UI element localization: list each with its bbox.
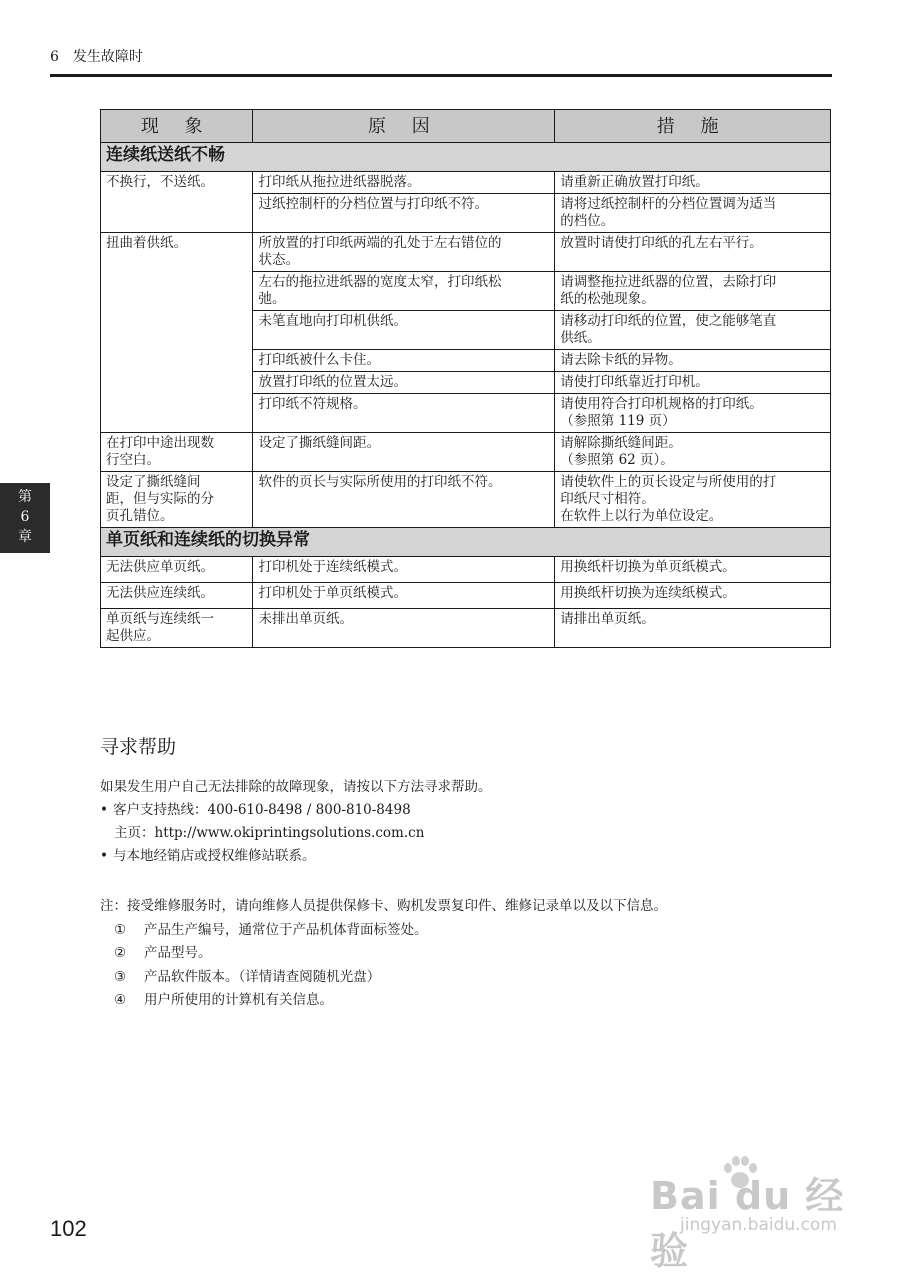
note-item: [100, 919, 667, 943]
chapter-number: 6: [50, 49, 59, 65]
table-row: [101, 583, 831, 609]
cause-cell: 设定了撕纸缝间距。: [253, 433, 555, 472]
table-row: [101, 172, 831, 194]
table-header-row: [101, 110, 831, 143]
remedy-cell: [555, 311, 831, 350]
note-item-text: 用户所使用的计算机有关信息。: [144, 992, 333, 1008]
cell-line: （参照第 119 页）: [560, 413, 676, 429]
cell-line: 起供应。: [106, 628, 160, 644]
cell-line: 所放置的打印纸两端的孔处于左右错位的: [258, 235, 502, 251]
cause-cell: 软件的页长与实际所使用的打印纸不符。: [253, 472, 555, 528]
remedy-cell: 用换纸杆切换为单页纸模式。: [555, 557, 831, 583]
cell-line: 纸的松弛现象。: [560, 291, 655, 307]
cell-line: 设定了撕纸缝间: [106, 474, 201, 490]
cause-cell: 放置打印纸的位置太远。: [253, 372, 555, 394]
cell-line: 请将过纸控制杆的分档位置调为适当: [560, 196, 777, 212]
symptom-cell: 无法供应连续纸。: [101, 583, 253, 609]
cause-cell: 打印纸从拖拉进纸器脱落。: [253, 172, 555, 194]
table-row: [101, 433, 831, 472]
cause-cell: [253, 233, 555, 272]
help-section-body: [100, 776, 492, 868]
cell-line: 供纸。: [560, 330, 601, 346]
symptom-cell: [101, 609, 253, 648]
list-item: [100, 845, 492, 868]
circled-number: ①: [114, 921, 127, 938]
note-item-text: 产品型号。: [144, 945, 212, 961]
list-item: [100, 799, 492, 822]
cause-cell: 未笔直地向打印机供纸。: [253, 311, 555, 350]
hotline-text: 客户支持热线：400-610-8498 / 800-810-8498: [113, 802, 411, 818]
side-tab-line: 第: [18, 489, 32, 505]
remedy-cell: 请使打印纸靠近打印机。: [555, 372, 831, 394]
cause-cell: 打印纸不符规格。: [253, 394, 555, 433]
cell-line: 在软件上以行为单位设定。: [560, 508, 723, 524]
remedy-cell: [555, 433, 831, 472]
cause-cell: 打印机处于单页纸模式。: [253, 583, 555, 609]
remedy-cell: [555, 272, 831, 311]
section-row: [101, 528, 831, 557]
header-remedy: 措 施: [555, 110, 831, 143]
note-item-text: 产品软件版本。（详情请查阅随机光盘）: [144, 968, 381, 985]
bullet-mark: •: [100, 848, 108, 864]
section-title: 单页纸和连续纸的切换异常: [101, 528, 831, 557]
cause-cell: 过纸控制杆的分档位置与打印纸不符。: [253, 194, 555, 233]
table-row: [101, 472, 831, 528]
service-note: [100, 895, 667, 1013]
cell-line: 印纸尺寸相符。: [560, 491, 655, 507]
remedy-cell: [555, 194, 831, 233]
cause-cell: 未排出单页纸。: [253, 609, 555, 648]
cell-line: （参照第 62 页）。: [560, 452, 674, 468]
page-number: 102: [50, 1216, 87, 1241]
watermark-url: jingyan.baidu.com: [680, 1215, 837, 1235]
symptom-cell: [101, 433, 253, 472]
baidu-watermark: [640, 1155, 870, 1273]
remedy-cell: 请去除卡纸的异物。: [555, 350, 831, 372]
circled-number: ③: [114, 968, 127, 985]
table-row: [101, 609, 831, 648]
table-row: [101, 557, 831, 583]
cell-line: 请使软件上的页长设定与所使用的打: [560, 474, 777, 490]
remedy-cell: [555, 472, 831, 528]
cell-line: 单页纸与连续纸一: [106, 611, 214, 627]
cause-cell: 打印纸被什么卡住。: [253, 350, 555, 372]
cell-line: 请移动打印纸的位置，使之能够笔直: [560, 313, 777, 329]
note-item-text: 产品生产编号，通常位于产品机体背面标签处。: [144, 921, 428, 938]
running-header: [50, 46, 143, 66]
table-row: [101, 233, 831, 272]
bullet-mark: •: [100, 802, 108, 818]
help-section-title: 寻求帮助: [100, 736, 177, 758]
cell-line: 行空白。: [106, 452, 160, 468]
side-tab-line: 6: [20, 509, 30, 525]
header-rule: [50, 74, 832, 77]
cell-line: 左右的拖拉进纸器的宽度太窄，打印纸松: [258, 274, 502, 290]
side-tab-line: 章: [18, 529, 32, 545]
circled-number: ④: [114, 992, 127, 1008]
cell-line: 页孔错位。: [106, 508, 174, 524]
remedy-cell: 放置时请使打印纸的孔左右平行。: [555, 233, 831, 272]
section-title: 连续纸送纸不畅: [101, 143, 831, 172]
homepage-text: 主页：http://www.okiprintingsolutions.com.cn: [114, 825, 425, 841]
chapter-side-tab: [0, 483, 50, 553]
dealer-text: 与本地经销店或授权维修站联系。: [113, 848, 316, 864]
note-item: [100, 989, 667, 1013]
header-symptom: 现 象: [101, 110, 253, 143]
cell-line: 弛。: [258, 291, 286, 307]
symptom-cell: 无法供应单页纸。: [101, 557, 253, 583]
cell-line: 状态。: [258, 252, 299, 268]
cause-cell: 打印机处于连续纸模式。: [253, 557, 555, 583]
help-intro: 如果发生用户自己无法排除的故障现象，请按以下方法寻求帮助。: [100, 779, 492, 795]
note-item: [100, 966, 667, 990]
header-cause: 原 因: [253, 110, 555, 143]
remedy-cell: 用换纸杆切换为连续纸模式。: [555, 583, 831, 609]
cell-line: 在打印中途出现数: [106, 435, 214, 451]
chapter-title: 发生故障时: [72, 49, 143, 65]
remedy-cell: [555, 394, 831, 433]
troubleshooting-table: [100, 109, 831, 648]
cell-line: 请使用符合打印机规格的打印纸。: [560, 396, 763, 412]
remedy-cell: 请重新正确放置打印纸。: [555, 172, 831, 194]
section-row: [101, 143, 831, 172]
symptom-cell: [101, 472, 253, 528]
note-main: 注：接受维修服务时，请向维修人员提供保修卡、购机发票复印件、维修记录单以及以下信息。: [100, 898, 667, 914]
cell-line: 请解除撕纸缝间距。: [560, 435, 682, 451]
symptom-cell: 不换行，不送纸。: [101, 172, 253, 233]
watermark-logo: Bai du 经验: [650, 1174, 845, 1273]
note-item: [100, 942, 667, 966]
remedy-cell: 请排出单页纸。: [555, 609, 831, 648]
symptom-cell: 扭曲着供纸。: [101, 233, 253, 433]
cell-line: 请调整拖拉进纸器的位置，去除打印: [560, 274, 777, 290]
cell-line: 距，但与实际的分: [106, 491, 214, 507]
cause-cell: [253, 272, 555, 311]
cell-line: 的档位。: [560, 213, 615, 229]
circled-number: ②: [114, 945, 127, 961]
